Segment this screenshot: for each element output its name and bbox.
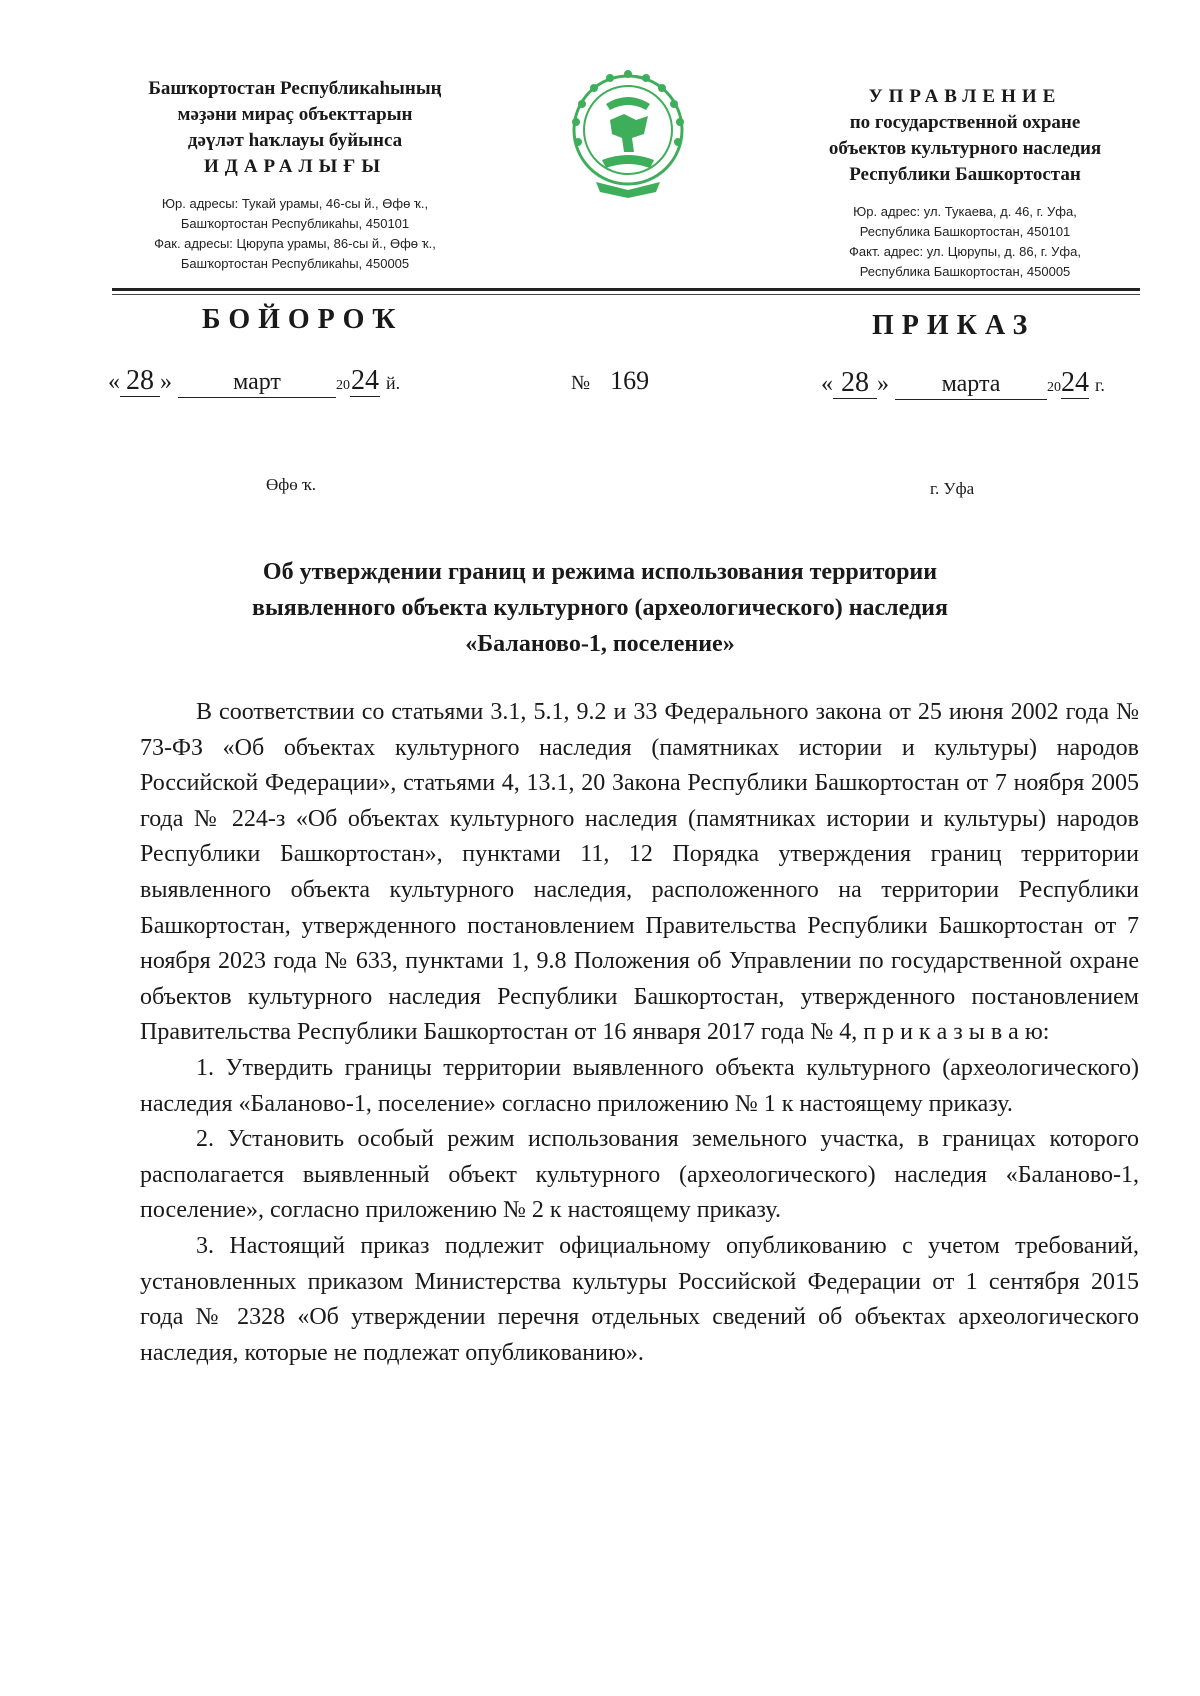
header-right-line-1: УПРАВЛЕНИЕ — [868, 86, 1062, 107]
document-title — [150, 554, 1050, 662]
preamble-paragraph: В соответствии со статьями 3.1, 5.1, 9.2 и 33 Федерального закона от 25 июня 2002 года № 73-ФЗ «Об объектах культурного наследия (памятниках истории и культуры) народов Российской Федерации», статьями 4, 13.1, 20 Закона Республики Башкортостан от 7 ноября 2005 года № 224-з «Об объектах культурного наследия (памятниках истории и культуры) народов Республики Башкортостан», пунктами 11, 12 Порядка утверждения границ территории выявленного объекта культурного наследия, расположенного на территории Республики Башкортостан, утвержденного постановлением Правительства Республики Башкортостан от 7 ноября 2023 года № 633, пунктами 1, 9.8 Положения об Управлении по государственной охране объектов культурного наследия Республики Башкортостан, утвержденного постановлением Правительства Республики Башкортостан от 16 января 2017 года № 4, п р и к а з ы в а ю: — [140, 699, 1139, 1046]
header-left-address-1: Юр. адресы: Тукай урамы, 46-сы й., Өфө ҡ., — [161, 196, 429, 211]
header-left-address-4: Башҡортостан Республикаһы, 450005 — [180, 256, 410, 271]
header-right-line-4: Республики Башкортостан — [849, 164, 1081, 185]
header-right-line-2: по государственной охране — [849, 112, 1081, 133]
header-right-line-3: объектов культурного наследия — [828, 138, 1102, 159]
decree-label-russian: ПРИКАЗ — [872, 310, 1036, 341]
header-divider-thick — [112, 288, 1140, 291]
date-right-open-quote: « — [821, 371, 833, 397]
date-left-close-quote: » — [160, 369, 172, 395]
date-right-day: 28 — [833, 368, 877, 399]
decree-number-value: 169 — [610, 366, 650, 395]
date-left-month: март — [178, 367, 336, 398]
document-title-line-2: выявленного объекта культурного (археологического) наследия — [252, 595, 948, 621]
coat-of-arms-bashkortostan-icon — [566, 64, 690, 200]
date-right-suffix: г. — [1095, 375, 1105, 395]
city-bashkir: Өфө ҡ. — [266, 475, 317, 494]
date-left — [108, 366, 400, 401]
date-left-year-prefix: 20 — [336, 378, 350, 393]
header-right-address-2: Республика Башкортостан, 450101 — [859, 224, 1071, 239]
header-right-address-4: Республика Башкортостан, 450005 — [859, 264, 1071, 279]
decree-number-sign: № — [571, 372, 591, 394]
header-divider-thin — [112, 294, 1140, 295]
header-right-address-1: Юр. адрес: ул. Тукаева, д. 46, г. Уфа, — [853, 204, 1077, 219]
document-body — [140, 695, 1139, 1371]
date-left-year-suffix: 24 — [351, 365, 379, 396]
order-item-2: 2. Установить особый режим использования земельного участка, в границах которого располагается выявленный объект культурного (археологического) наследия «Баланово-1, поселение», согласно приложению № 2 к настоящему приказу. — [140, 1126, 1139, 1224]
header-left-line-3: дәүләт һаҡлауы буйынса — [187, 130, 403, 151]
order-item-3: 3. Настоящий приказ подлежит официальному опубликованию с учетом требований, установленных приказом Министерства культуры Российской Федерации от 1 сентября 2015 года № 2328 «Об утверждении перечня отдельных сведений об объектах археологического наследия, которые не подлежат опубликованию». — [140, 1232, 1139, 1366]
date-right — [821, 368, 1105, 403]
header-right — [785, 84, 1145, 282]
order-item-1: 1. Утвердить границы территории выявленного объекта культурного (археологического) наследия «Баланово-1, поселение» согласно приложению № 1 к настоящему приказу. — [140, 1054, 1139, 1117]
decree-label-bashkir: БОЙОРОҠ — [202, 304, 404, 335]
document-title-line-3: «Баланово-1, поселение» — [465, 631, 735, 657]
date-left-open-quote: « — [108, 369, 120, 395]
header-right-address-3: Факт. адрес: ул. Цюрупы, д. 86, г. Уфа, — [849, 244, 1081, 259]
header-left-line-2: мәҙәни мираҫ объекттарын — [177, 104, 413, 125]
date-right-year-suffix: 24 — [1061, 367, 1089, 398]
date-left-day: 28 — [120, 366, 160, 397]
header-left-line-1: Башҡортостан Республикаһының — [148, 78, 442, 99]
city-russian: г. Уфа — [930, 479, 975, 498]
date-right-year-prefix: 20 — [1047, 380, 1061, 395]
date-left-suffix: й. — [386, 373, 401, 393]
date-right-close-quote: » — [877, 371, 889, 397]
date-right-month: марта — [895, 369, 1047, 400]
document-title-line-1: Об утверждении границ и режима использования территории — [262, 559, 938, 585]
header-left-address-2: Башҡортостан Республикаһы, 450101 — [180, 216, 410, 231]
header-left-address-3: Фак. адресы: Цюрупа урамы, 86-сы й., Өфө ҡ., — [154, 236, 436, 251]
decree-number — [571, 366, 649, 398]
header-left-line-4: ИДАРАЛЫҒЫ — [203, 156, 387, 177]
header-left — [110, 76, 480, 274]
